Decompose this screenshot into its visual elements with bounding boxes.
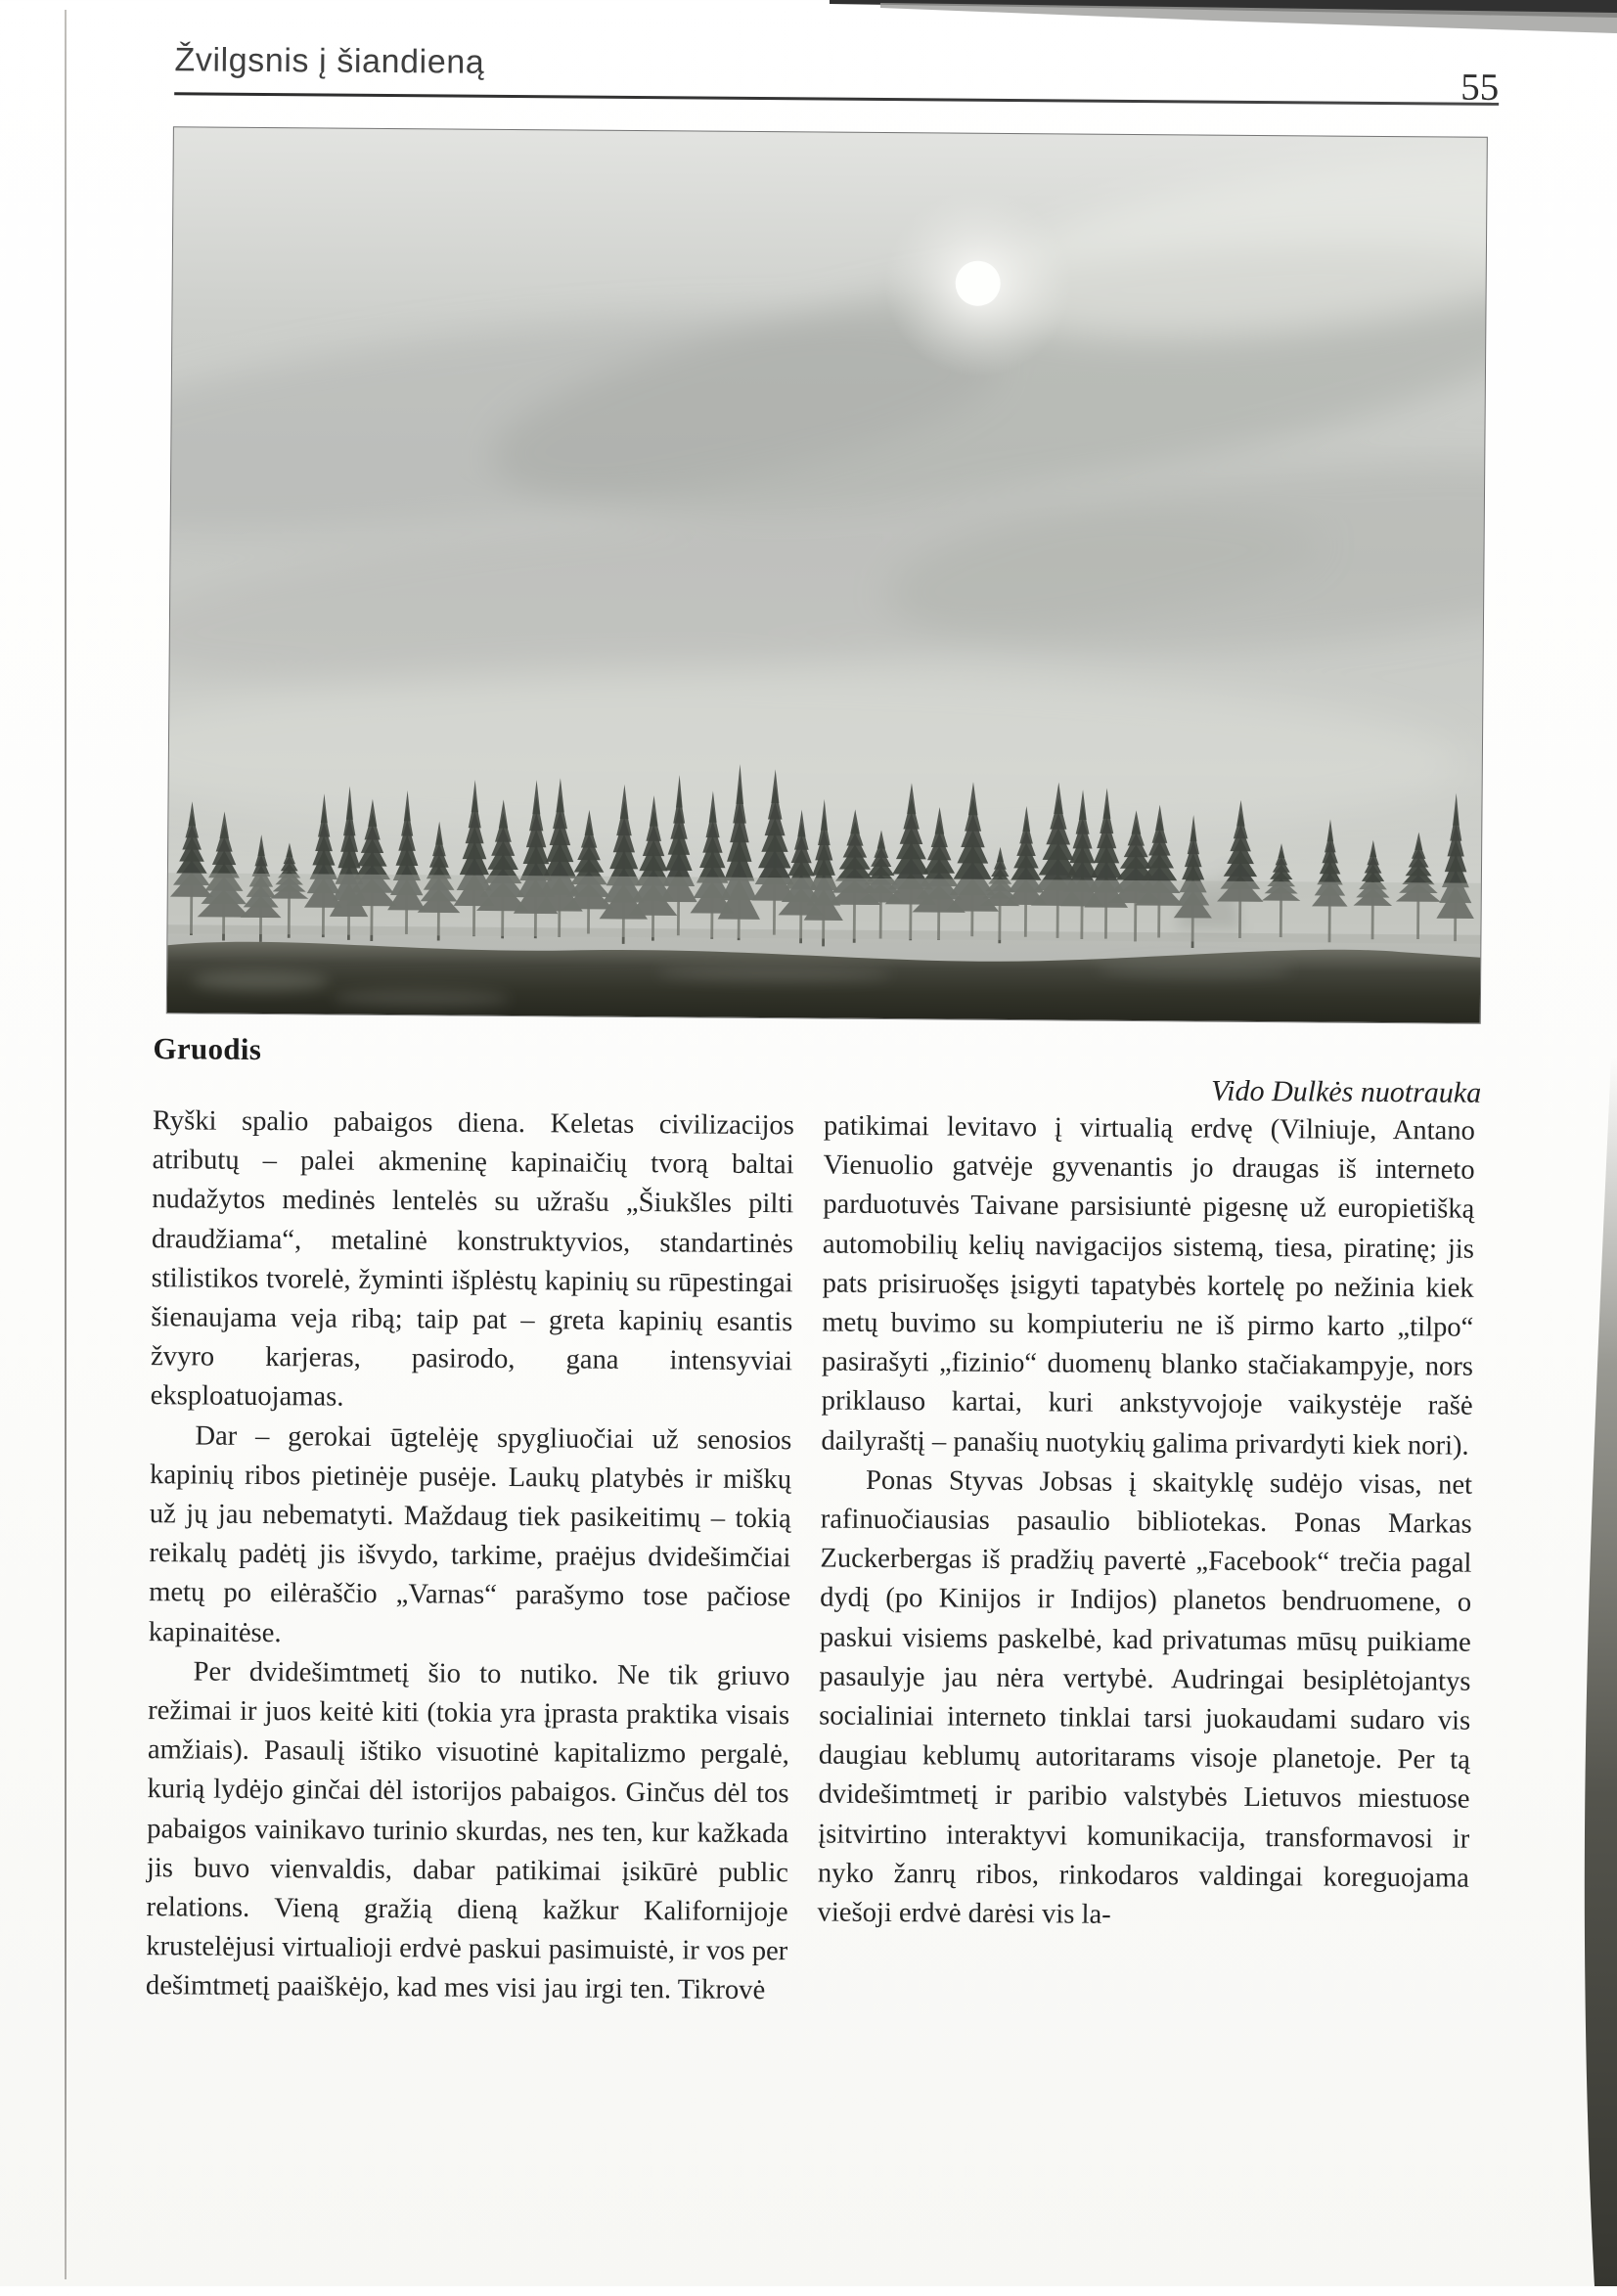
page-number: 55 — [1460, 66, 1500, 109]
landscape-photo — [167, 127, 1487, 1023]
paragraph: Ponas Styvas Jobsas į skaityklę sudėjo visas, net rafinuočiausias pasaulio bibliotekas. Ponas Markas Zuckerbergas iš pradžių pavertė „Facebook“ trečia pagal dydį (po Kinijos ir Indijos) planetos bendruomene, o paskui visiems paskelbė, kad privatumas mūsų puikiame pasaulyje jau nėra vertybė. Audringai besiplėtojantys socialiniai interneto tinklai tarsi juokaudami sudaro vis daugiau keblumų autoritarams visoje planetoje. Per tą dvidešimtmetį ir paribio valstybės Lietuvos miestuose įsitvirtino interaktyvi komunikacija, transformavosi ir nyko žanrų ribos, rinkodaros valdingai koreguojama viešoji erdvė darėsi vis la- — [817, 1464, 1473, 1930]
binding-line — [65, 10, 67, 2279]
photo-credit: Vido Dulkės nuotrauka — [1211, 1074, 1482, 1109]
photo-illustration — [167, 127, 1487, 1023]
paragraph: Per dvidešimtmetį šio to nutiko. Ne tik griuvo režimai ir juos keitė kiti (tokia yra įprasta praktika visais amžiais). Pasaulį ištiko visuotinė kapitalizmo pergalė, kurią lydėjo ginčai dėl istorijos pabaigos. Ginčus dėl tos pabaigos vainikavo turinio skurdas, nes ten, kur kažkada jis buvo vienvaldis, dabar patikimai įsikūrė public relations. Vieną gražią dieną kažkur Kalifornijoje krustelėjusi virtualioji erdvė paskui pasimuistė, ir vos per dešimtmetį paaiškėjo, kad mes visi jau irgi ten. Tikrovė — [145, 1656, 790, 2006]
trunk-haze — [167, 873, 1480, 944]
running-header: Žvilgsnis į šiandieną — [174, 41, 485, 81]
sun — [884, 190, 1071, 377]
article-column-left — [146, 1102, 794, 2011]
paragraph: Dar – gerokai ūgtelėję spygliuočiai už senosios kapinių ribos pietinėje pusėje. Laukų platybės ir miškų už jų jau nebematyti. Maždaug tiek pasikeitimų – tokią reikalų padėtį jis išvydo, tarkime, praėjus dvidešimčiai metų po eilėraščio „Varnas“ parašymo tose pačiose kapinaitėse. — [148, 1420, 792, 1648]
article-column-right — [817, 1107, 1475, 1938]
header-rule — [174, 92, 1499, 106]
photo-caption-title: Gruodis — [153, 1031, 262, 1066]
paragraph: patikimai levitavo į virtualią erdvę (Vilniuje, Antano Vienuolio gatvėje gyvenantis jo draugas iš interneto parduotuvės Taivane parsisiuntė pigesnę už europietišką automobilių kelių navigacijos sistemą, tiesa, piratinę; jis pats prisiruošęs įsigyti tapatybės kortelę po nežinia kiek metų buvimo su kompiuteriu ne iš pirmo karto „tilpo“ pasirašyti „fizinio“ duomenų blanko stačiakampyje, nors priklauso kartai, kuri ankstyvojoje vaikystėje rašė dailyraštį – panašių nuotykių galima privardyti kiek nori). — [821, 1110, 1476, 1462]
paragraph: Ryški spalio pabaigos diena. Keletas civilizacijos atributų – palei akmeninę kapinaičių tvorą baltai nudažytos medinės lentelės su užrašu „Šiukšles pilti draudžiama“, metalinė konstruktyvios, standartinės stilistikos tvorelė, žyminti išplėstų kapinių su rūpestingai šienaujama veja ribą; taip pat – greta kapinių esantis žvyro karjeras, pasirodo, gana intensyviai eksploatuojamas. — [150, 1105, 795, 1414]
